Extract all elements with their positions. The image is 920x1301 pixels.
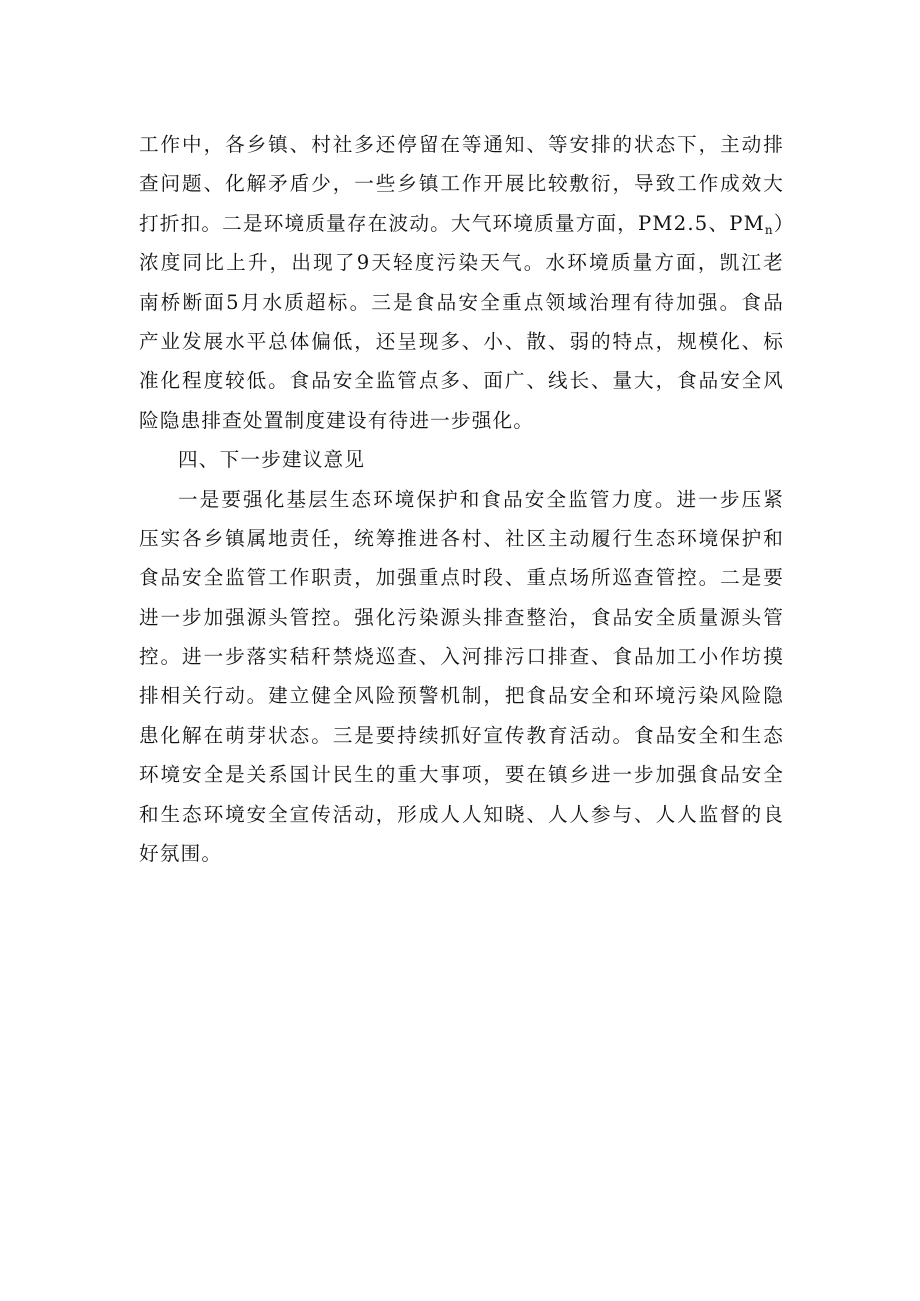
paragraph-problems bbox=[139, 125, 795, 440]
text-line: 患化解在萌芽状态。三是要持续抓好宣传教育活动。食品安全和生态 bbox=[139, 723, 784, 747]
text-line-main: 打折扣。二是环境质量存在波动。大气环境质量方面，PM2.5、PM bbox=[139, 211, 765, 235]
text-line: 浓度同比上升，出现了9天轻度污染天气。水环境质量方面，凯江老 bbox=[139, 251, 784, 275]
text-line: 查问题、化解矛盾少，一些乡镇工作开展比较敷衍，导致工作成效大 bbox=[139, 172, 784, 196]
text-line: 控。进一步落实秸秆禁烧巡查、入河排污口排查、食品加工小作坊摸 bbox=[139, 645, 784, 669]
text-line: 排相关行动。建立健全风险预警机制，把食品安全和环境污染风险隐 bbox=[139, 684, 784, 708]
document-body bbox=[139, 125, 795, 873]
section-heading: 四、下一步建议意见 bbox=[178, 448, 366, 472]
text-line: 准化程度较低。食品安全监管点多、面广、线长、量大，食品安全风 bbox=[139, 369, 784, 393]
text-line: 好氛围。 bbox=[139, 842, 223, 866]
pm-subscript: n bbox=[764, 222, 774, 237]
text-line: 产业发展水平总体偏低，还呈现多、小、散、弱的特点，规模化、标 bbox=[139, 329, 784, 353]
pm-close-paren: ） bbox=[773, 211, 795, 235]
paragraph-suggestions bbox=[139, 480, 784, 874]
text-line: 进一步加强源头管控。强化污染源头排查整治，食品安全质量源头管 bbox=[139, 605, 784, 629]
text-line: 工作中，各乡镇、村社多还停留在等通知、等安排的状态下，主动排 bbox=[139, 133, 784, 156]
text-line: 食品安全监管工作职责，加强重点时段、重点场所巡查管控。二是要 bbox=[139, 566, 784, 590]
text-line: 一是要强化基层生态环境保护和食品安全监管力度。进一步压紧 bbox=[178, 487, 784, 511]
text-line: 环境安全是关系国计民生的重大事项，要在镇乡进一步加强食品安全 bbox=[139, 763, 784, 787]
text-line: 和生态环境安全宣传活动，形成人人知晓、人人参与、人人监督的良 bbox=[139, 802, 784, 826]
text-line bbox=[139, 204, 795, 243]
text-line: 南桥断面5月水质超标。三是食品安全重点领域治理有待加强。食品 bbox=[139, 290, 784, 314]
text-line: 压实各乡镇属地责任，统筹推进各村、社区主动履行生态环境保护和 bbox=[139, 526, 784, 550]
text-line: 险隐患排查处置制度建设有待进一步强化。 bbox=[139, 408, 535, 432]
